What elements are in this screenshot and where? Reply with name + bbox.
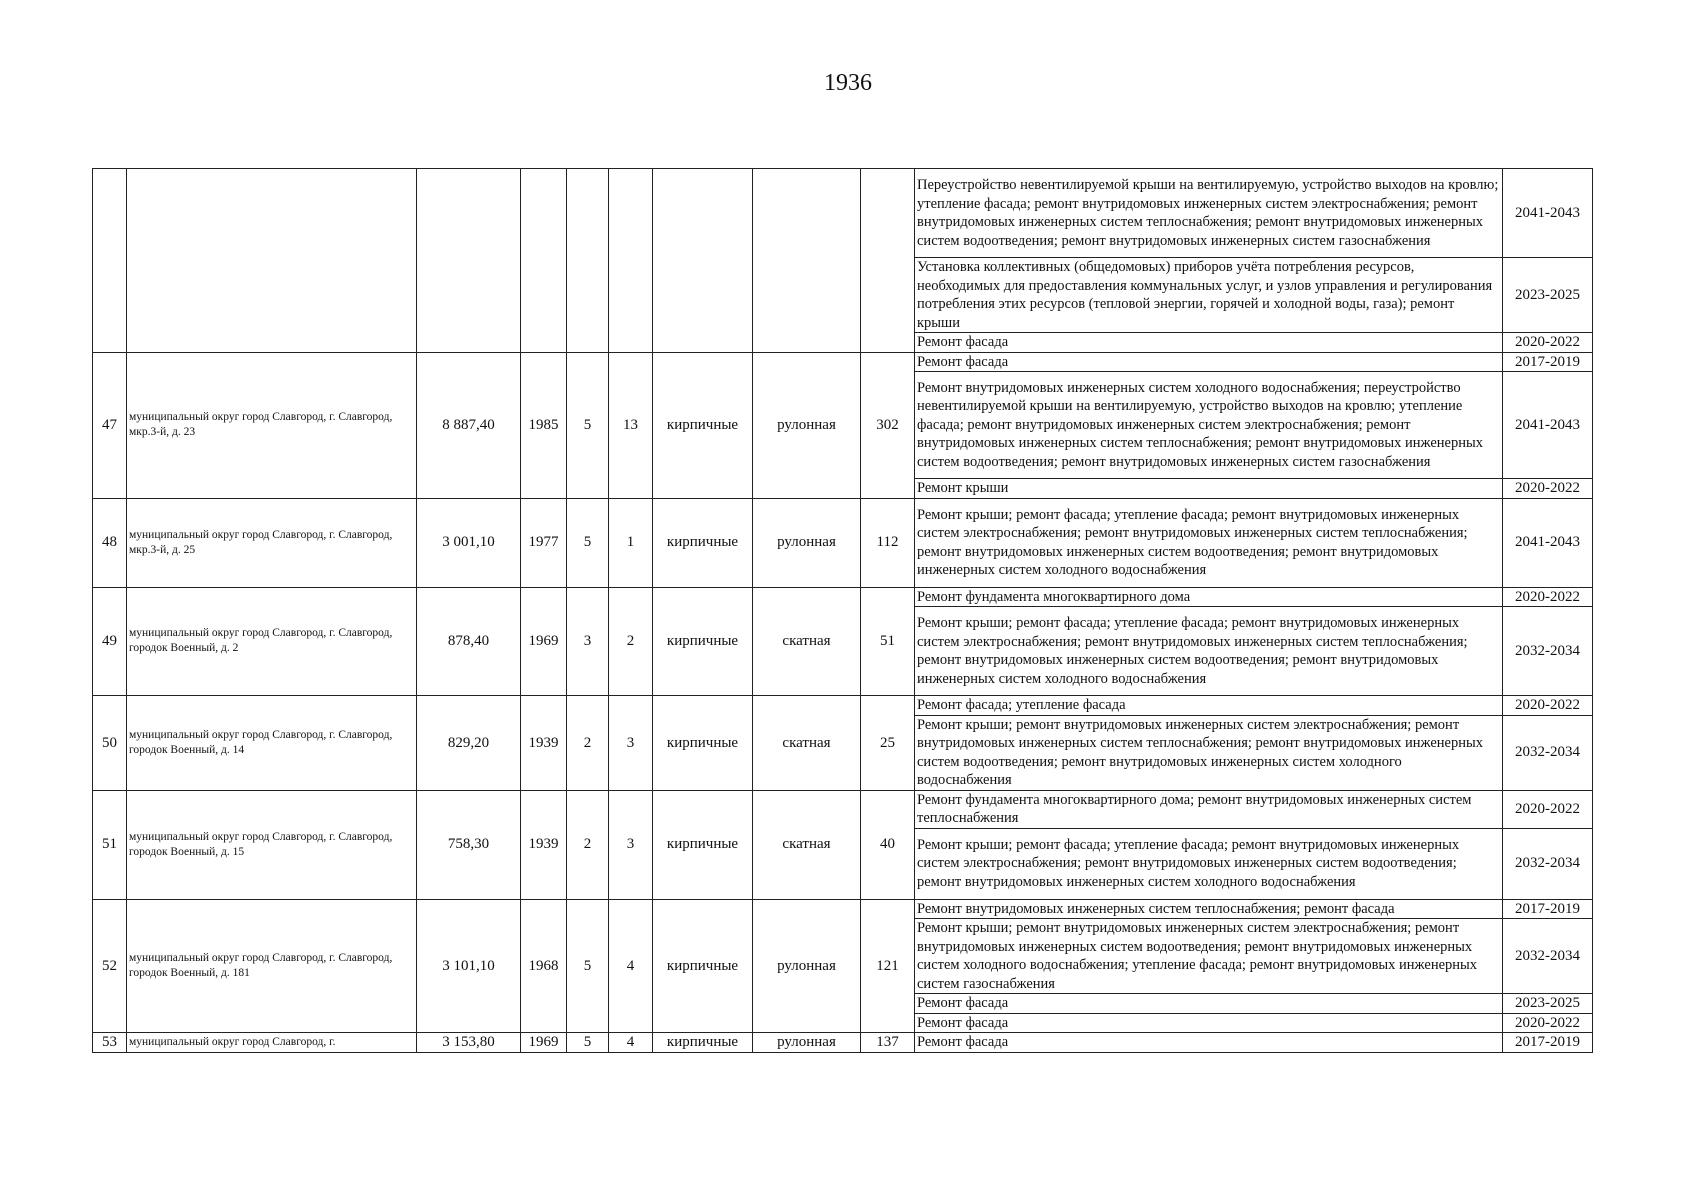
year-cell: 1977 [521, 498, 567, 587]
period-cell: 2032-2034 [1503, 919, 1593, 994]
address-cell: муниципальный округ город Славгород, г. Славгород, городок Военный, д. 15 [127, 790, 417, 899]
work-description-cell: Ремонт крыши; ремонт фасада; утепление фасада; ремонт внутридомовых инженерных систем электроснабжения; ремонт внутридомовых инженерных систем теплоснабжения; ремонт внутридомовых инженерных систем водоотведения; ремонт внутридомовых инженерных систем холодного водоснабжения [915, 498, 1503, 587]
work-description-cell: Ремонт фасада; утепление фасада [915, 696, 1503, 716]
year-cell [521, 169, 567, 353]
table-row [93, 899, 1593, 919]
residents-cell: 112 [861, 498, 915, 587]
residents-cell: 302 [861, 352, 915, 498]
period-cell: 2041-2043 [1503, 372, 1593, 479]
year-cell: 1985 [521, 352, 567, 498]
area-cell: 8 887,40 [417, 352, 521, 498]
table-row [93, 696, 1593, 716]
roof-type-cell: рулонная [753, 899, 861, 1033]
year-cell: 1939 [521, 790, 567, 899]
repair-program-table [92, 168, 1593, 1053]
residents-cell: 121 [861, 899, 915, 1033]
walls-material-cell: кирпичные [653, 352, 753, 498]
walls-material-cell: кирпичные [653, 790, 753, 899]
row-number: 52 [93, 899, 127, 1033]
address-cell: муниципальный округ город Славгород, г. Славгород, городок Военный, д. 14 [127, 696, 417, 791]
year-cell: 1939 [521, 696, 567, 791]
residents-cell: 25 [861, 696, 915, 791]
work-description-cell: Ремонт крыши [915, 479, 1503, 499]
period-cell: 2017-2019 [1503, 899, 1593, 919]
work-description-cell: Ремонт внутридомовых инженерных систем теплоснабжения; ремонт фасада [915, 899, 1503, 919]
floors-cell: 2 [567, 790, 609, 899]
work-description-cell: Ремонт фундамента многоквартирного дома; ремонт внутридомовых инженерных систем теплоснабжения [915, 790, 1503, 828]
period-cell: 2020-2022 [1503, 1013, 1593, 1033]
entrances-cell: 4 [609, 1033, 653, 1053]
address-cell: муниципальный округ город Славгород, г. Славгород, мкр.3-й, д. 25 [127, 498, 417, 587]
work-description-cell: Ремонт крыши; ремонт внутридомовых инженерных систем электроснабжения; ремонт внутридомовых инженерных систем водоотведения; ремонт внутридомовых инженерных систем холодного водоснабжения; утепление фасада; ремонт внутридомовых инженерных систем газоснабжения [915, 919, 1503, 994]
work-description-cell: Ремонт фундамента многоквартирного дома [915, 587, 1503, 607]
table-row [93, 587, 1593, 607]
period-cell: 2032-2034 [1503, 607, 1593, 696]
period-cell: 2023-2025 [1503, 258, 1593, 333]
row-number: 47 [93, 352, 127, 498]
row-number: 53 [93, 1033, 127, 1053]
year-cell: 1969 [521, 1033, 567, 1053]
roof-type-cell: скатная [753, 587, 861, 696]
work-description-cell: Ремонт фасада [915, 994, 1503, 1014]
table-row [93, 169, 1593, 258]
work-description-cell: Ремонт внутридомовых инженерных систем холодного водоснабжения; переустройство невентилируемой крыши на вентилируемую, устройство выходов на кровлю; утепление фасада; ремонт внутридомовых инженерных систем электроснабжения; ремонт внутридомовых инженерных систем теплоснабжения; ремонт внутридомовых инженерных систем водоотведения; ремонт внутридомовых инженерных систем газоснабжения [915, 372, 1503, 479]
work-description-cell: Ремонт фасада [915, 1033, 1503, 1053]
table-row [93, 498, 1593, 587]
area-cell: 3 101,10 [417, 899, 521, 1033]
page-number: 1936 [824, 70, 872, 96]
address-cell: муниципальный округ город Славгород, г. Славгород, городок Военный, д. 2 [127, 587, 417, 696]
area-cell: 829,20 [417, 696, 521, 791]
work-description-cell: Ремонт фасада [915, 352, 1503, 372]
floors-cell: 5 [567, 498, 609, 587]
period-cell: 2041-2043 [1503, 498, 1593, 587]
entrances-cell: 3 [609, 790, 653, 899]
entrances-cell: 3 [609, 696, 653, 791]
roof-type-cell: рулонная [753, 498, 861, 587]
period-cell: 2020-2022 [1503, 479, 1593, 499]
period-cell: 2032-2034 [1503, 715, 1593, 790]
work-description-cell: Установка коллективных (общедомовых) приборов учёта потребления ресурсов, необходимых для предоставления коммунальных услуг, и узлов управления и регулирования потребления этих ресурсов (тепловой энергии, горячей и холодной воды, газа); ремонт крыши [915, 258, 1503, 333]
entrances-cell: 4 [609, 899, 653, 1033]
row-number: 49 [93, 587, 127, 696]
period-cell: 2023-2025 [1503, 994, 1593, 1014]
roof-type-cell: скатная [753, 696, 861, 791]
work-description-cell: Ремонт крыши; ремонт фасада; утепление фасада; ремонт внутридомовых инженерных систем электроснабжения; ремонт внутридомовых инженерных систем теплоснабжения; ремонт внутридомовых инженерных систем водоотведения; ремонт внутридомовых инженерных систем холодного водоснабжения [915, 607, 1503, 696]
table-row [93, 1033, 1593, 1053]
residents-cell: 40 [861, 790, 915, 899]
walls-material-cell: кирпичные [653, 587, 753, 696]
roof-type-cell: скатная [753, 790, 861, 899]
address-cell: муниципальный округ город Славгород, г. [127, 1033, 417, 1053]
residents-cell [861, 169, 915, 353]
roof-type-cell [753, 169, 861, 353]
work-description-cell: Ремонт фасада [915, 333, 1503, 353]
residents-cell: 51 [861, 587, 915, 696]
floors-cell: 5 [567, 899, 609, 1033]
work-description-cell: Ремонт крыши; ремонт внутридомовых инженерных систем электроснабжения; ремонт внутридомовых инженерных систем теплоснабжения; ремонт внутридомовых инженерных систем водоотведения; ремонт внутридомовых инженерных систем холодного водоснабжения [915, 715, 1503, 790]
area-cell: 758,30 [417, 790, 521, 899]
table-row [93, 352, 1593, 372]
work-description-cell: Ремонт фасада [915, 1013, 1503, 1033]
roof-type-cell: рулонная [753, 1033, 861, 1053]
period-cell: 2020-2022 [1503, 587, 1593, 607]
year-cell: 1969 [521, 587, 567, 696]
address-cell [127, 169, 417, 353]
walls-material-cell: кирпичные [653, 899, 753, 1033]
area-cell: 3 001,10 [417, 498, 521, 587]
floors-cell: 5 [567, 1033, 609, 1053]
table-row [93, 790, 1593, 828]
entrances-cell: 1 [609, 498, 653, 587]
period-cell: 2020-2022 [1503, 696, 1593, 716]
address-cell: муниципальный округ город Славгород, г. Славгород, мкр.3-й, д. 23 [127, 352, 417, 498]
address-cell: муниципальный округ город Славгород, г. Славгород, городок Военный, д. 181 [127, 899, 417, 1033]
year-cell: 1968 [521, 899, 567, 1033]
work-description-cell: Переустройство невентилируемой крыши на вентилируемую, устройство выходов на кровлю; утепление фасада; ремонт внутридомовых инженерных систем электроснабжения; ремонт внутридомовых инженерных систем теплоснабжения; ремонт внутридомовых инженерных систем водоотведения; ремонт внутридомовых инженерных систем газоснабжения [915, 169, 1503, 258]
area-cell: 3 153,80 [417, 1033, 521, 1053]
row-number: 51 [93, 790, 127, 899]
work-description-cell: Ремонт крыши; ремонт фасада; утепление фасада; ремонт внутридомовых инженерных систем электроснабжения; ремонт внутридомовых инженерных систем водоотведения; ремонт внутридомовых инженерных систем холодного водоснабжения [915, 828, 1503, 899]
floors-cell: 5 [567, 352, 609, 498]
row-number [93, 169, 127, 353]
period-cell: 2017-2019 [1503, 352, 1593, 372]
area-cell [417, 169, 521, 353]
period-cell: 2032-2034 [1503, 828, 1593, 899]
entrances-cell [609, 169, 653, 353]
row-number: 48 [93, 498, 127, 587]
period-cell: 2020-2022 [1503, 790, 1593, 828]
period-cell: 2017-2019 [1503, 1033, 1593, 1053]
area-cell: 878,40 [417, 587, 521, 696]
period-cell: 2041-2043 [1503, 169, 1593, 258]
walls-material-cell [653, 169, 753, 353]
period-cell: 2020-2022 [1503, 333, 1593, 353]
floors-cell: 3 [567, 587, 609, 696]
entrances-cell: 13 [609, 352, 653, 498]
walls-material-cell: кирпичные [653, 696, 753, 791]
row-number: 50 [93, 696, 127, 791]
roof-type-cell: рулонная [753, 352, 861, 498]
floors-cell: 2 [567, 696, 609, 791]
floors-cell [567, 169, 609, 353]
walls-material-cell: кирпичные [653, 1033, 753, 1053]
walls-material-cell: кирпичные [653, 498, 753, 587]
residents-cell: 137 [861, 1033, 915, 1053]
entrances-cell: 2 [609, 587, 653, 696]
